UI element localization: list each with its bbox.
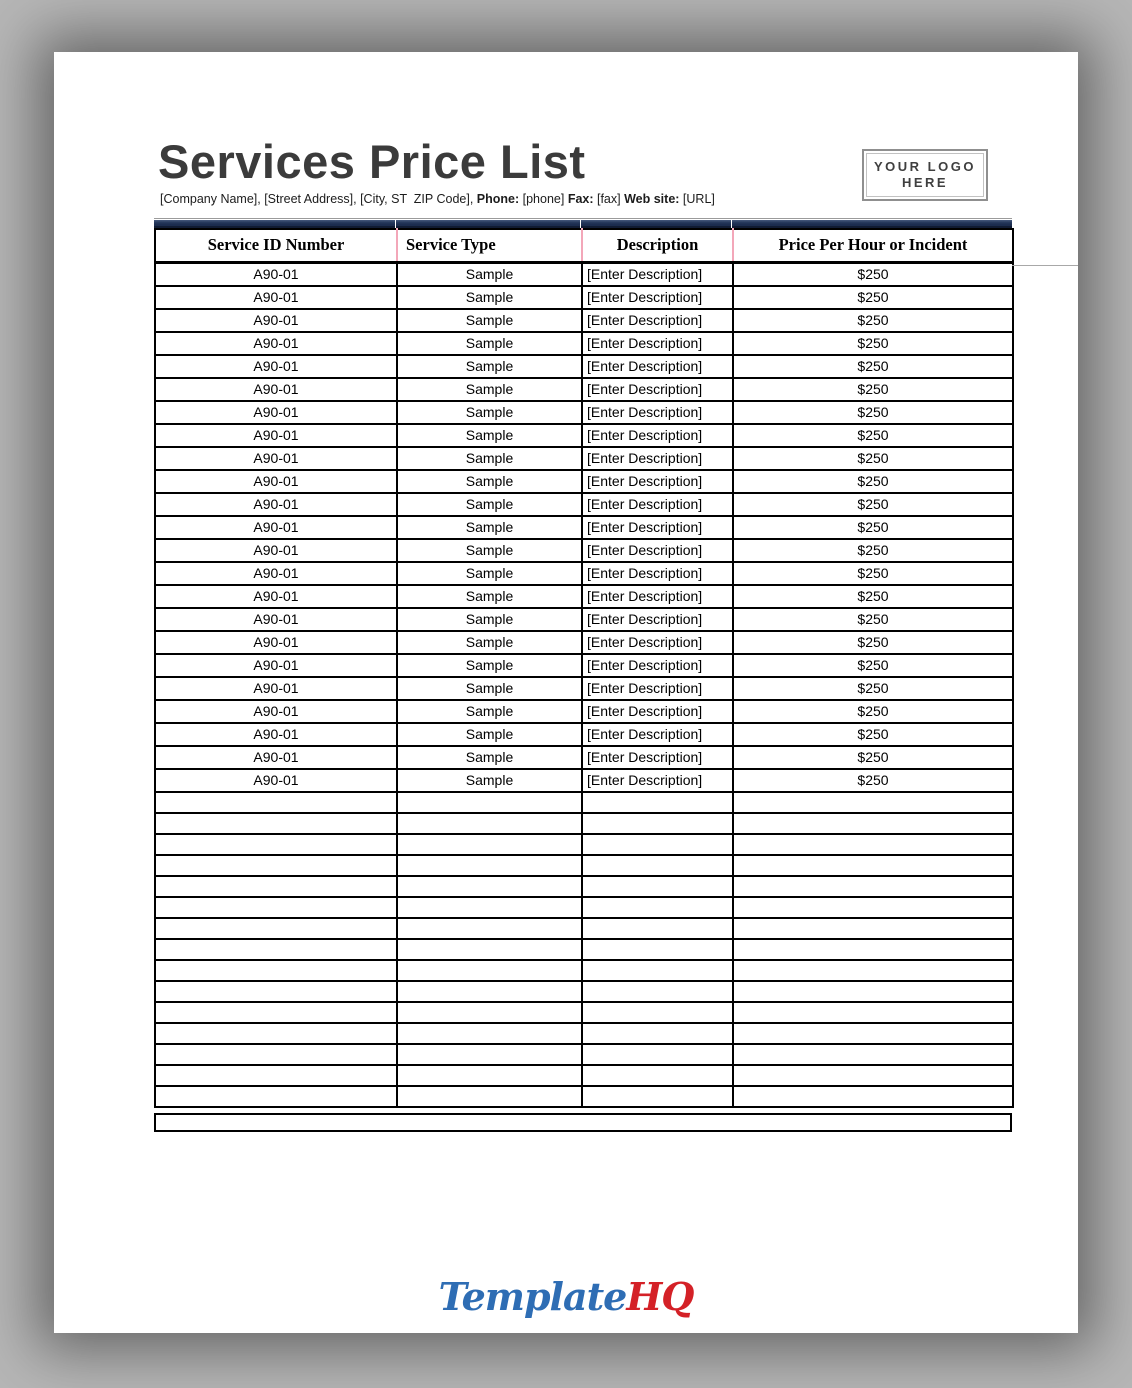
cell: $250 [733,286,1013,309]
empty-cell [397,813,582,834]
table-row [155,700,1013,723]
table-row [155,723,1013,746]
cell: $250 [733,562,1013,585]
cell: Sample [397,516,582,539]
cell: [Enter Description] [582,700,733,723]
navy-divider-segment [154,220,395,228]
navy-divider-segment [732,220,1012,228]
empty-cell [397,939,582,960]
logo-placeholder [862,149,988,201]
empty-cell [155,960,397,981]
cell: $250 [733,631,1013,654]
cell: Sample [397,470,582,493]
table-row [155,562,1013,585]
empty-cell [397,1044,582,1065]
empty-cell [733,1002,1013,1023]
empty-cell [397,834,582,855]
cell: [Enter Description] [582,447,733,470]
cell: [Enter Description] [582,608,733,631]
gridline-artifact [1012,265,1078,266]
cell: A90-01 [155,516,397,539]
address-text: [Company Name], [Street Address], [City, ST ZIP Code], [160,192,477,206]
table-row [155,654,1013,677]
cell: $250 [733,355,1013,378]
empty-table-row [155,834,1013,855]
empty-table-row [155,1086,1013,1107]
cell: $250 [733,401,1013,424]
table-row [155,401,1013,424]
cell: [Enter Description] [582,355,733,378]
empty-cell [155,918,397,939]
table-row [155,631,1013,654]
cell: [Enter Description] [582,677,733,700]
cell: [Enter Description] [582,309,733,332]
cell: A90-01 [155,608,397,631]
column-header-3: Price Per Hour or Incident [733,229,1013,262]
table-row [155,539,1013,562]
cell: A90-01 [155,470,397,493]
address-field-label: Phone: [476,192,520,206]
address-text: [fax] [593,192,625,206]
cell: $250 [733,516,1013,539]
table-row [155,585,1013,608]
empty-table-row [155,1002,1013,1023]
cell: [Enter Description] [582,332,733,355]
empty-cell [397,792,582,813]
empty-cell [155,855,397,876]
cell: [Enter Description] [582,286,733,309]
empty-cell [582,1065,733,1086]
cell: A90-01 [155,585,397,608]
empty-cell [582,792,733,813]
cell: $250 [733,700,1013,723]
cell: [Enter Description] [582,516,733,539]
empty-cell [397,855,582,876]
cell: Sample [397,700,582,723]
table-row [155,516,1013,539]
empty-cell [733,960,1013,981]
empty-table-row [155,939,1013,960]
table-row [155,677,1013,700]
column-header-1: Service Type [397,229,582,262]
empty-cell [155,1044,397,1065]
cell: Sample [397,677,582,700]
cell: A90-01 [155,262,397,286]
empty-cell [582,834,733,855]
empty-cell [582,855,733,876]
cell: $250 [733,723,1013,746]
empty-table-row [155,813,1013,834]
cell: [Enter Description] [582,654,733,677]
cell: Sample [397,332,582,355]
empty-cell [733,1044,1013,1065]
cell: Sample [397,608,582,631]
cell: A90-01 [155,493,397,516]
cell: Sample [397,769,582,792]
address-text: [phone] [519,192,568,206]
cell: A90-01 [155,332,397,355]
empty-table-row [155,960,1013,981]
table-row [155,447,1013,470]
logo-text-line1: YOUR LOGO [874,159,976,174]
table-row [155,470,1013,493]
table-row [155,355,1013,378]
table-row [155,769,1013,792]
cell: Sample [397,401,582,424]
empty-cell [155,876,397,897]
empty-cell [582,1044,733,1065]
cell: Sample [397,562,582,585]
cell: A90-01 [155,309,397,332]
empty-cell [582,813,733,834]
address-field-label: Web site: [624,192,680,206]
empty-table-row [155,981,1013,1002]
cell: $250 [733,677,1013,700]
brand-text-template: Template [438,1274,627,1319]
empty-cell [733,939,1013,960]
cell: $250 [733,585,1013,608]
empty-cell [397,1023,582,1044]
cell: Sample [397,585,582,608]
cell: Sample [397,262,582,286]
table-row [155,332,1013,355]
empty-cell [582,1002,733,1023]
table-row [155,608,1013,631]
empty-cell [155,834,397,855]
empty-cell [155,792,397,813]
price-table-body [155,262,1013,1107]
cell: A90-01 [155,355,397,378]
empty-cell [733,792,1013,813]
cell: [Enter Description] [582,631,733,654]
cell: $250 [733,309,1013,332]
empty-cell [582,981,733,1002]
empty-cell [733,918,1013,939]
empty-cell [397,1002,582,1023]
cell: A90-01 [155,631,397,654]
empty-cell [733,1023,1013,1044]
cell: A90-01 [155,539,397,562]
empty-cell [155,1002,397,1023]
empty-cell [733,1086,1013,1107]
cell: [Enter Description] [582,562,733,585]
cell: $250 [733,447,1013,470]
empty-table-row [155,897,1013,918]
empty-cell [582,1086,733,1107]
cell: A90-01 [155,654,397,677]
empty-table-row [155,792,1013,813]
empty-table-row [155,1044,1013,1065]
cell: $250 [733,493,1013,516]
cell: $250 [733,539,1013,562]
empty-table-row [155,1023,1013,1044]
empty-cell [733,897,1013,918]
empty-cell [582,1023,733,1044]
price-table-section [154,218,1012,1132]
cell: [Enter Description] [582,493,733,516]
cell: A90-01 [155,677,397,700]
cell: Sample [397,746,582,769]
cell: [Enter Description] [582,401,733,424]
cell: A90-01 [155,401,397,424]
logo-placeholder-frame [866,153,984,197]
cell: A90-01 [155,769,397,792]
cell: A90-01 [155,723,397,746]
cell: A90-01 [155,447,397,470]
cell: Sample [397,309,582,332]
empty-table-row [155,1065,1013,1086]
address-field-label: Fax: [567,192,594,206]
empty-cell [155,813,397,834]
empty-cell [733,813,1013,834]
empty-cell [155,939,397,960]
empty-cell [733,855,1013,876]
cell: [Enter Description] [582,424,733,447]
navy-divider-segment [396,220,580,228]
cell: Sample [397,355,582,378]
header-row [155,229,1013,262]
empty-cell [397,981,582,1002]
cell: Sample [397,654,582,677]
company-info-line [160,192,715,206]
table-footer-merged-row [154,1113,1012,1132]
empty-cell [397,876,582,897]
empty-cell [582,939,733,960]
empty-cell [733,876,1013,897]
table-row [155,309,1013,332]
cell: $250 [733,378,1013,401]
column-header-0: Service ID Number [155,229,397,262]
cell: $250 [733,746,1013,769]
cell: Sample [397,631,582,654]
empty-cell [397,918,582,939]
empty-table-row [155,876,1013,897]
cell: $250 [733,769,1013,792]
empty-cell [733,834,1013,855]
cell: A90-01 [155,378,397,401]
empty-cell [733,1065,1013,1086]
cell: A90-01 [155,700,397,723]
navy-divider-segment [581,220,731,228]
empty-cell [397,1086,582,1107]
cell: A90-01 [155,286,397,309]
cell: Sample [397,493,582,516]
empty-cell [582,876,733,897]
column-header-2: Description [582,229,733,262]
brand-text-hq: HQ [626,1274,694,1319]
empty-table-row [155,855,1013,876]
cell: $250 [733,608,1013,631]
table-row [155,424,1013,447]
table-row [155,378,1013,401]
empty-cell [582,960,733,981]
cell: [Enter Description] [582,769,733,792]
empty-table-row [155,918,1013,939]
table-row [155,262,1013,286]
price-table-header [155,229,1013,262]
price-table [154,228,1014,1108]
cell: $250 [733,424,1013,447]
cell: $250 [733,654,1013,677]
table-row [155,286,1013,309]
empty-cell [155,981,397,1002]
templatehq-logo [54,1274,1078,1319]
cell: [Enter Description] [582,262,733,286]
page-title: Services Price List [158,135,586,188]
document-page [54,52,1078,1333]
cell: Sample [397,286,582,309]
cell: Sample [397,378,582,401]
empty-cell [397,897,582,918]
address-text: [URL] [679,192,715,206]
cell: A90-01 [155,746,397,769]
cell: [Enter Description] [582,723,733,746]
logo-text-line2: HERE [901,175,949,190]
empty-cell [582,897,733,918]
empty-cell [155,1065,397,1086]
cell: A90-01 [155,424,397,447]
cell: Sample [397,424,582,447]
cell: Sample [397,723,582,746]
cell: [Enter Description] [582,470,733,493]
empty-cell [397,1065,582,1086]
cell: [Enter Description] [582,746,733,769]
cell: $250 [733,332,1013,355]
cell: Sample [397,447,582,470]
table-row [155,746,1013,769]
table-row [155,493,1013,516]
empty-cell [397,960,582,981]
empty-cell [155,1086,397,1107]
cell: $250 [733,470,1013,493]
cell: $250 [733,262,1013,286]
empty-cell [155,897,397,918]
header-top-rule [154,218,1012,219]
empty-cell [733,981,1013,1002]
cell: [Enter Description] [582,585,733,608]
cell: A90-01 [155,562,397,585]
cell: [Enter Description] [582,378,733,401]
empty-cell [155,1023,397,1044]
cell: [Enter Description] [582,539,733,562]
cell: Sample [397,539,582,562]
empty-cell [582,918,733,939]
navy-divider-bar [154,220,1012,228]
